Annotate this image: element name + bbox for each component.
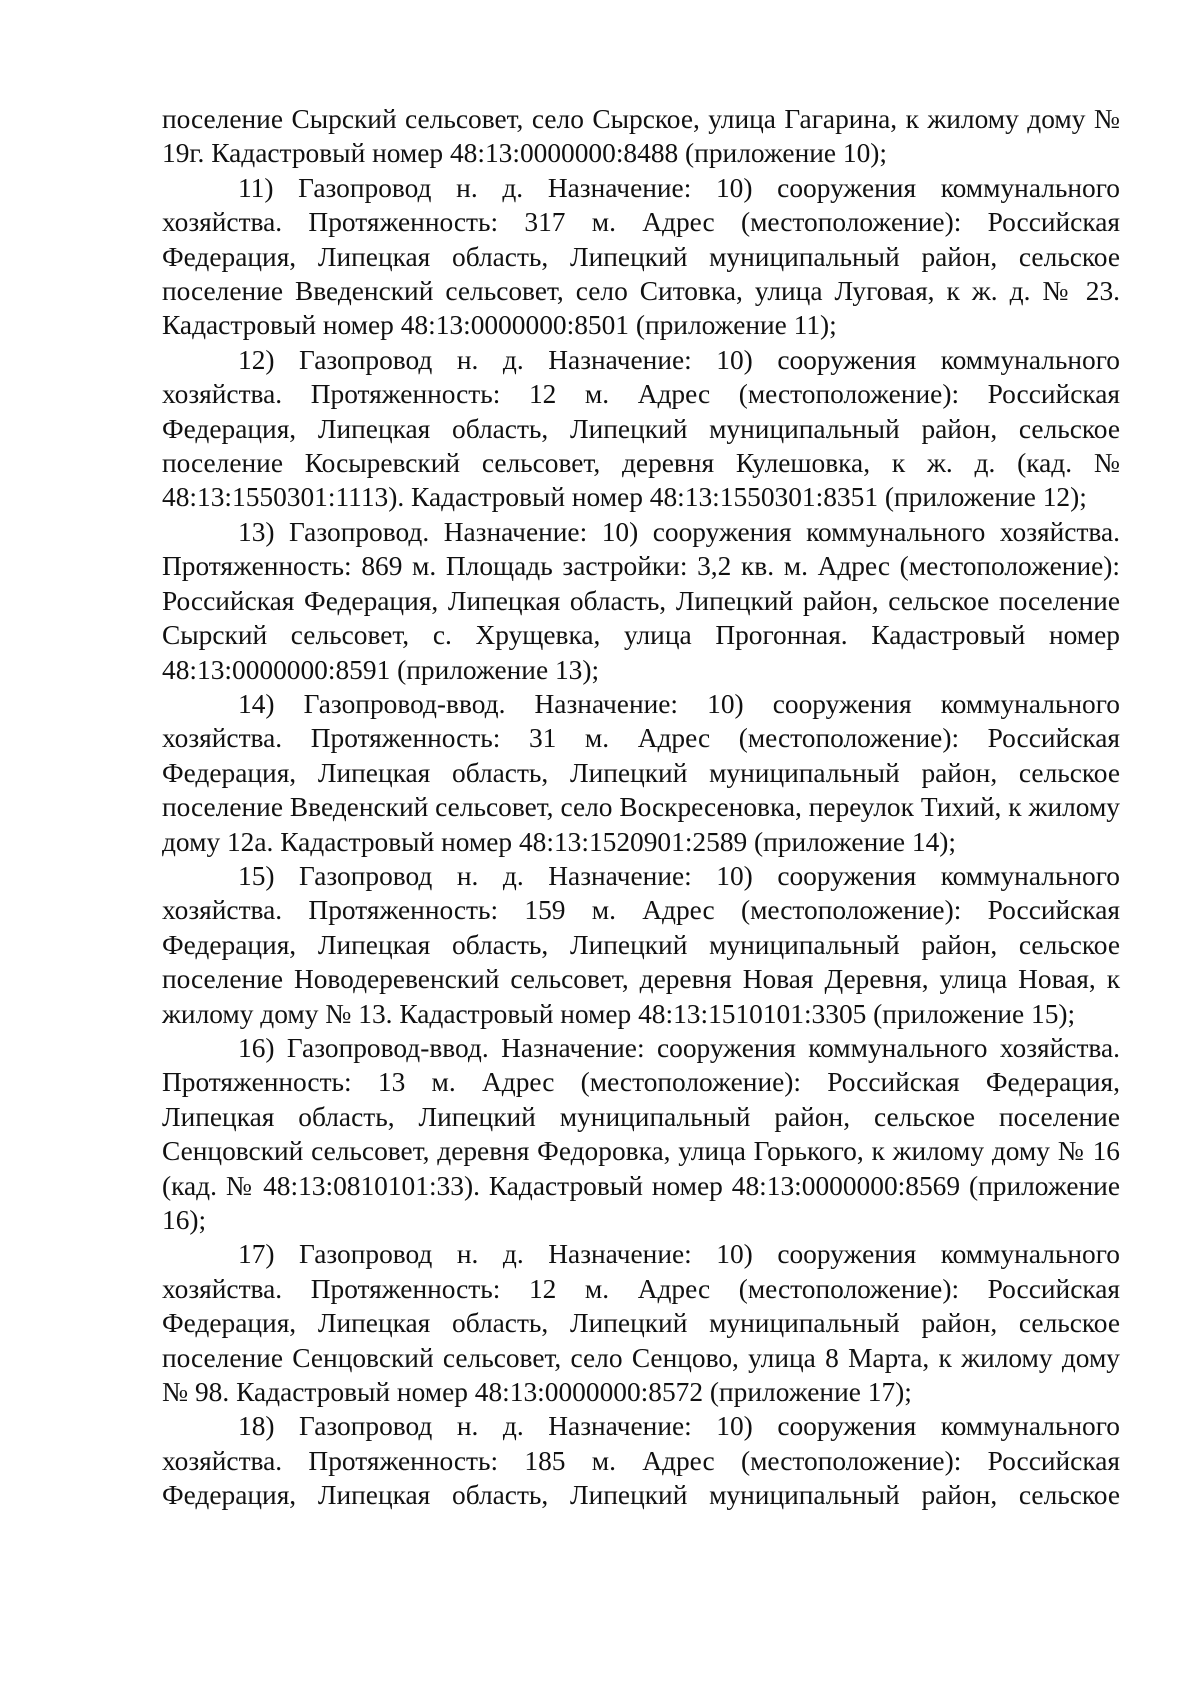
paragraph-item-15: 15) Газопровод н. д. Назначение: 10) сооружения коммунального хозяйства. Протяженность: 159 м. Адрес (местоположение): Российская Федерация, Липецкая область, Липецкий муниципальный район, сельское поселение Новодеревенский сельсовет, деревня Новая Деревня, улица Новая, к жилому дому № 13. Кадастровый номер 48:13:1510101:3305 (приложение 15); [162, 860, 1120, 1029]
document-page [162, 102, 1120, 1513]
paragraph-item-17: 17) Газопровод н. д. Назначение: 10) сооружения коммунального хозяйства. Протяженность: 12 м. Адрес (местоположение): Российская Федерация, Липецкая область, Липецкий муниципальный район, сельское поселение Сенцовский сельсовет, село Сенцово, улица 8 Марта, к жилому дому № 98. Кадастровый номер 48:13:0000000:8572 (приложение 17); [162, 1239, 1120, 1408]
paragraph-item-12: 12) Газопровод н. д. Назначение: 10) сооружения коммунального хозяйства. Протяженность: 12 м. Адрес (местоположение): Российская Федерация, Липецкая область, Липецкий муниципальный район, сельское поселение Косыревский сельсовет, деревня Кулешовка, к ж. д. (кад. № 48:13:1550301:1113). Кадастровый номер 48:13:1550301:8351 (приложение 12); [162, 344, 1120, 513]
paragraph-item-10-continuation: поселение Сырский сельсовет, село Сырское, улица Гагарина, к жилому дому № 19г. Кадастровый номер 48:13:0000000:8488 (приложение 10); [162, 104, 1120, 169]
paragraph-item-13: 13) Газопровод. Назначение: 10) сооружения коммунального хозяйства. Протяженность: 869 м. Площадь застройки: 3,2 кв. м. Адрес (местоположение): Российская Федерация, Липецкая область, Липецкий район, сельское поселение Сырский сельсовет, с. Хрущевка, улица Прогонная. Кадастровый номер 48:13:0000000:8591 (приложение 13); [162, 516, 1120, 685]
paragraph-item-18-start: 18) Газопровод н. д. Назначение: 10) сооружения коммунального хозяйства. Протяженность: 185 м. Адрес (местоположение): Российская Федерация, Липецкая область, Липецкий муниципальный район, сельское [162, 1411, 1120, 1511]
paragraph-item-11: 11) Газопровод н. д. Назначение: 10) сооружения коммунального хозяйства. Протяженность: 317 м. Адрес (местоположение): Российская Федерация, Липецкая область, Липецкий муниципальный район, сельское поселение Введенский сельсовет, село Ситовка, улица Луговая, к ж. д. № 23. Кадастровый номер 48:13:0000000:8501 (приложение 11); [162, 172, 1120, 341]
paragraph-item-14: 14) Газопровод-ввод. Назначение: 10) сооружения коммунального хозяйства. Протяженность: 31 м. Адрес (местоположение): Российская Федерация, Липецкая область, Липецкий муниципальный район, сельское поселение Введенский сельсовет, село Воскресеновка, переулок Тихий, к жилому дому 12а. Кадастровый номер 48:13:1520901:2589 (приложение 14); [162, 688, 1120, 857]
paragraph-item-16: 16) Газопровод-ввод. Назначение: сооружения коммунального хозяйства. Протяженность: 13 м. Адрес (местоположение): Российская Федерация, Липецкая область, Липецкий муниципальный район, сельское поселение Сенцовский сельсовет, деревня Федоровка, улица Горького, к жилому дому № 16 (кад. № 48:13:0810101:33). Кадастровый номер 48:13:0000000:8569 (приложение 16); [162, 1032, 1120, 1235]
